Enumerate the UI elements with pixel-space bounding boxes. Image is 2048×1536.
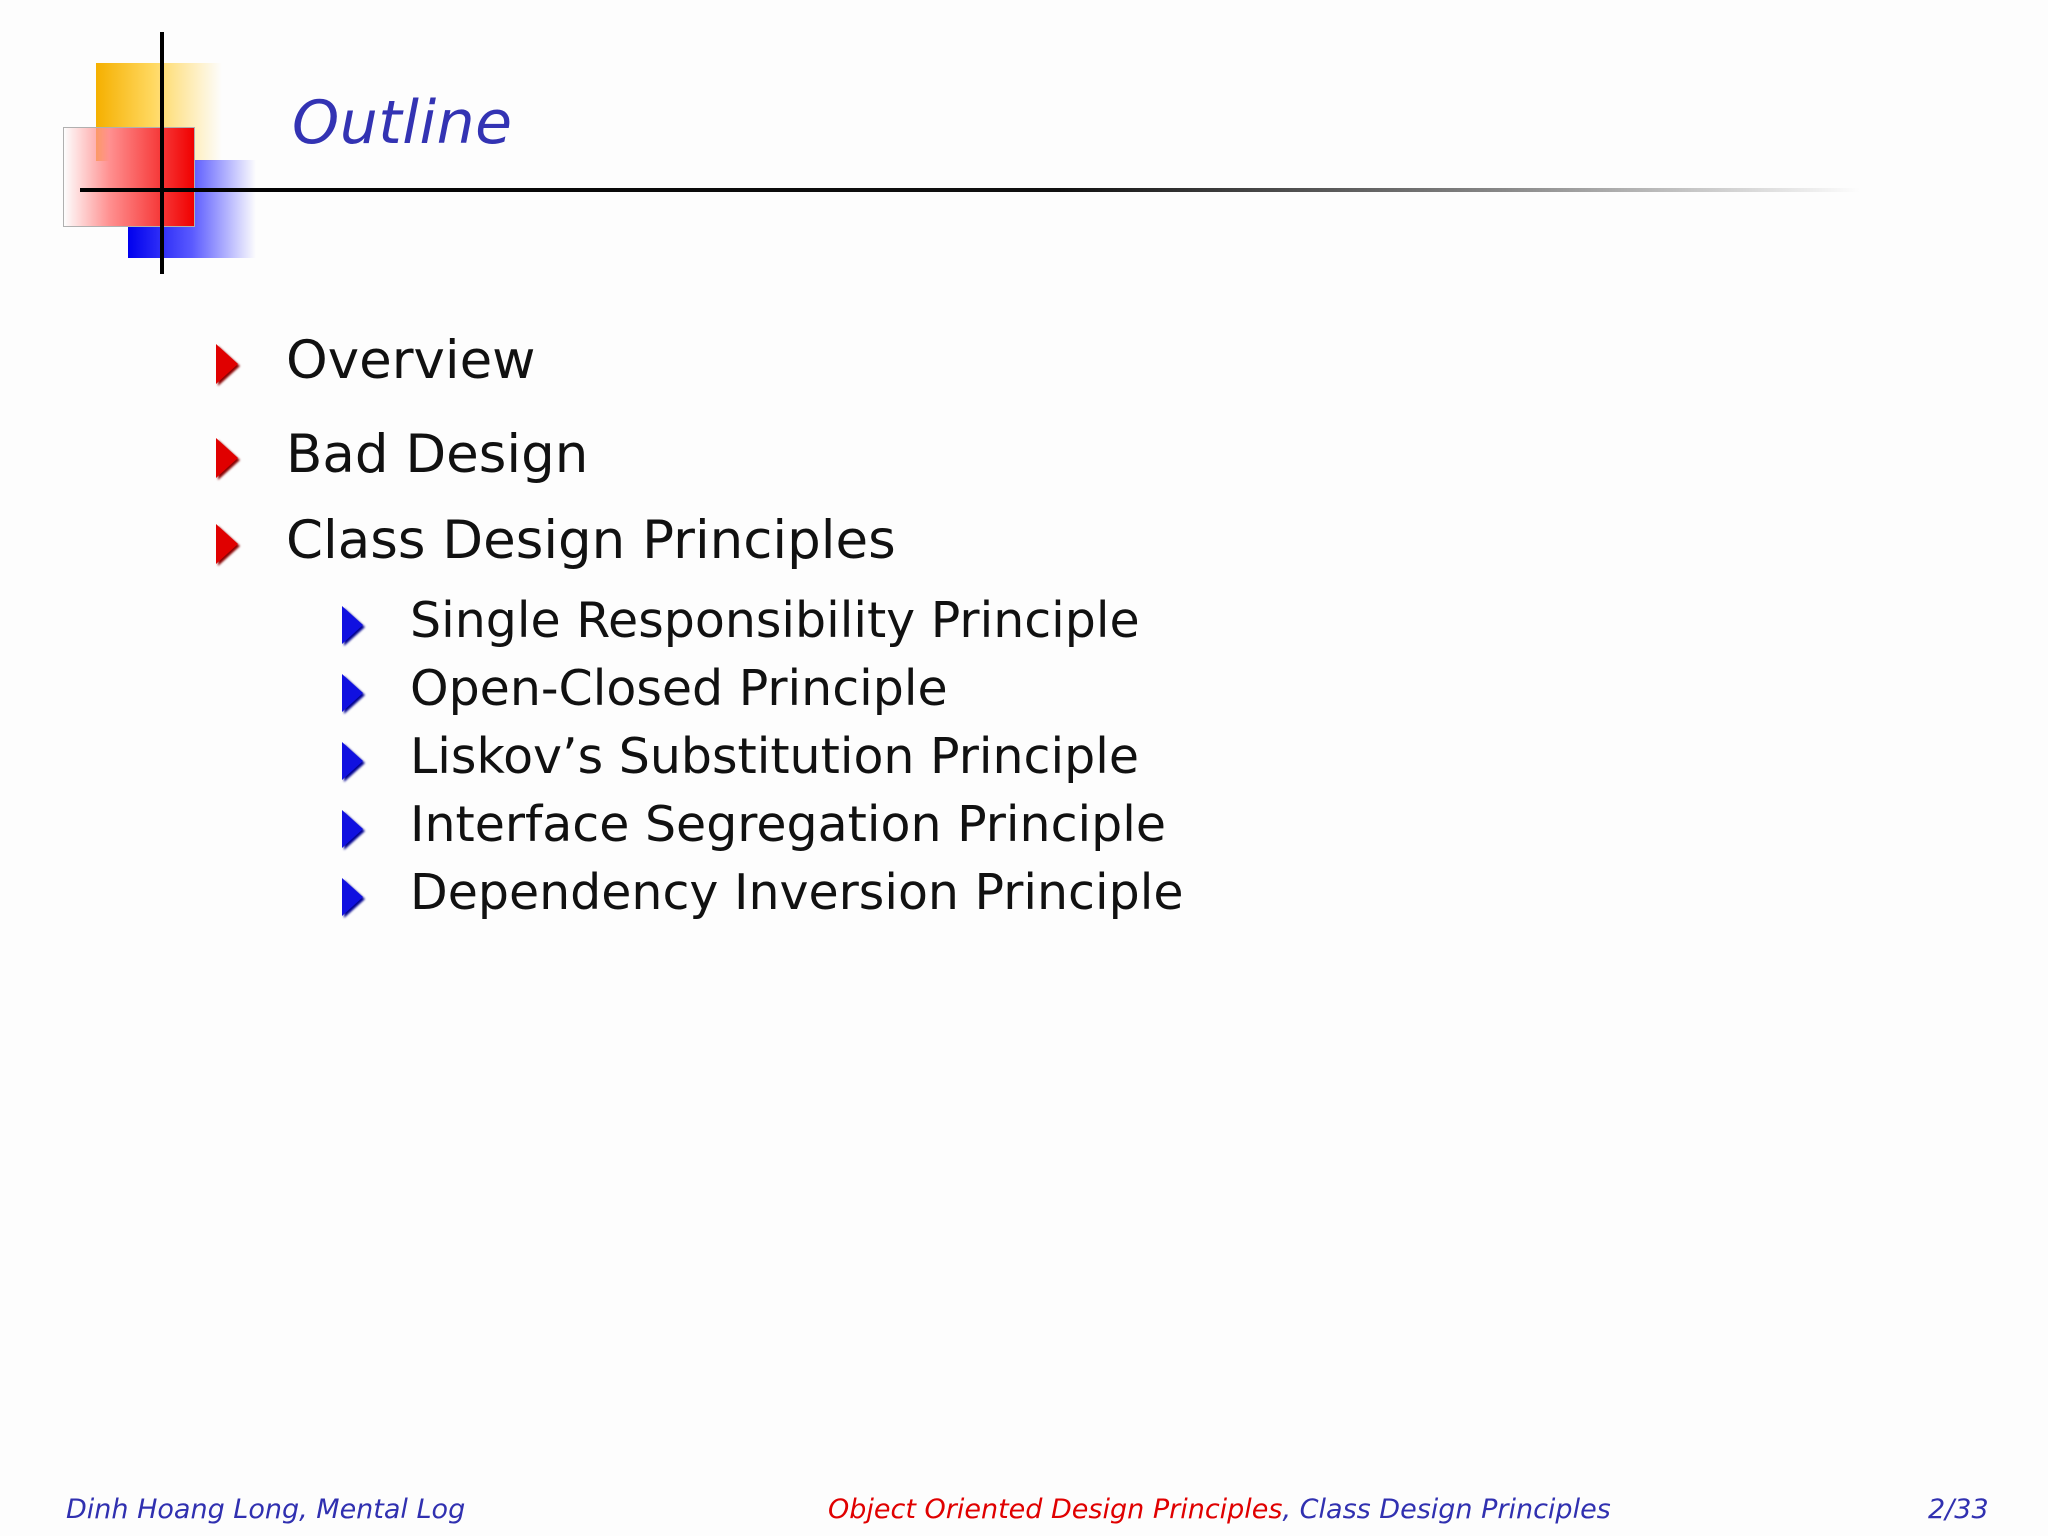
blue-triangle-bullet-icon	[342, 810, 363, 848]
outline-item-label: Overview	[286, 330, 536, 391]
outline-subitem-label: Open-Closed Principle	[410, 660, 948, 717]
title-rule	[80, 188, 1860, 192]
beamer-logo-decoration	[0, 0, 300, 300]
footer-page-number: 2/33	[1928, 1494, 1989, 1525]
footer-title	[828, 1494, 1611, 1525]
blue-triangle-bullet-icon	[342, 742, 363, 780]
outline-subitem-label: Single Responsibility Principle	[410, 592, 1140, 649]
blue-triangle-bullet-icon	[342, 878, 363, 916]
red-triangle-bullet-icon	[216, 524, 238, 564]
outline-item-label: Class Design Principles	[286, 510, 896, 571]
outline-subitem-label: Interface Segregation Principle	[410, 796, 1167, 853]
slide-title: Outline	[292, 88, 513, 158]
red-triangle-bullet-icon	[216, 344, 238, 384]
footer-subsection: Class Design Principles	[1299, 1494, 1611, 1525]
vertical-rule	[160, 32, 164, 274]
outline-subitem-label: Liskov’s Substitution Principle	[410, 728, 1139, 785]
outline-item-label: Bad Design	[286, 424, 589, 485]
red-triangle-bullet-icon	[216, 438, 238, 478]
outline-subitem-label: Dependency Inversion Principle	[410, 864, 1184, 921]
blue-triangle-bullet-icon	[342, 674, 363, 712]
footer-section: Object Oriented Design Principles	[828, 1494, 1283, 1525]
footer-separator: ,	[1282, 1494, 1292, 1525]
footer-author: Dinh Hoang Long, Mental Log	[66, 1494, 466, 1525]
red-square	[63, 127, 195, 227]
blue-triangle-bullet-icon	[342, 606, 363, 644]
